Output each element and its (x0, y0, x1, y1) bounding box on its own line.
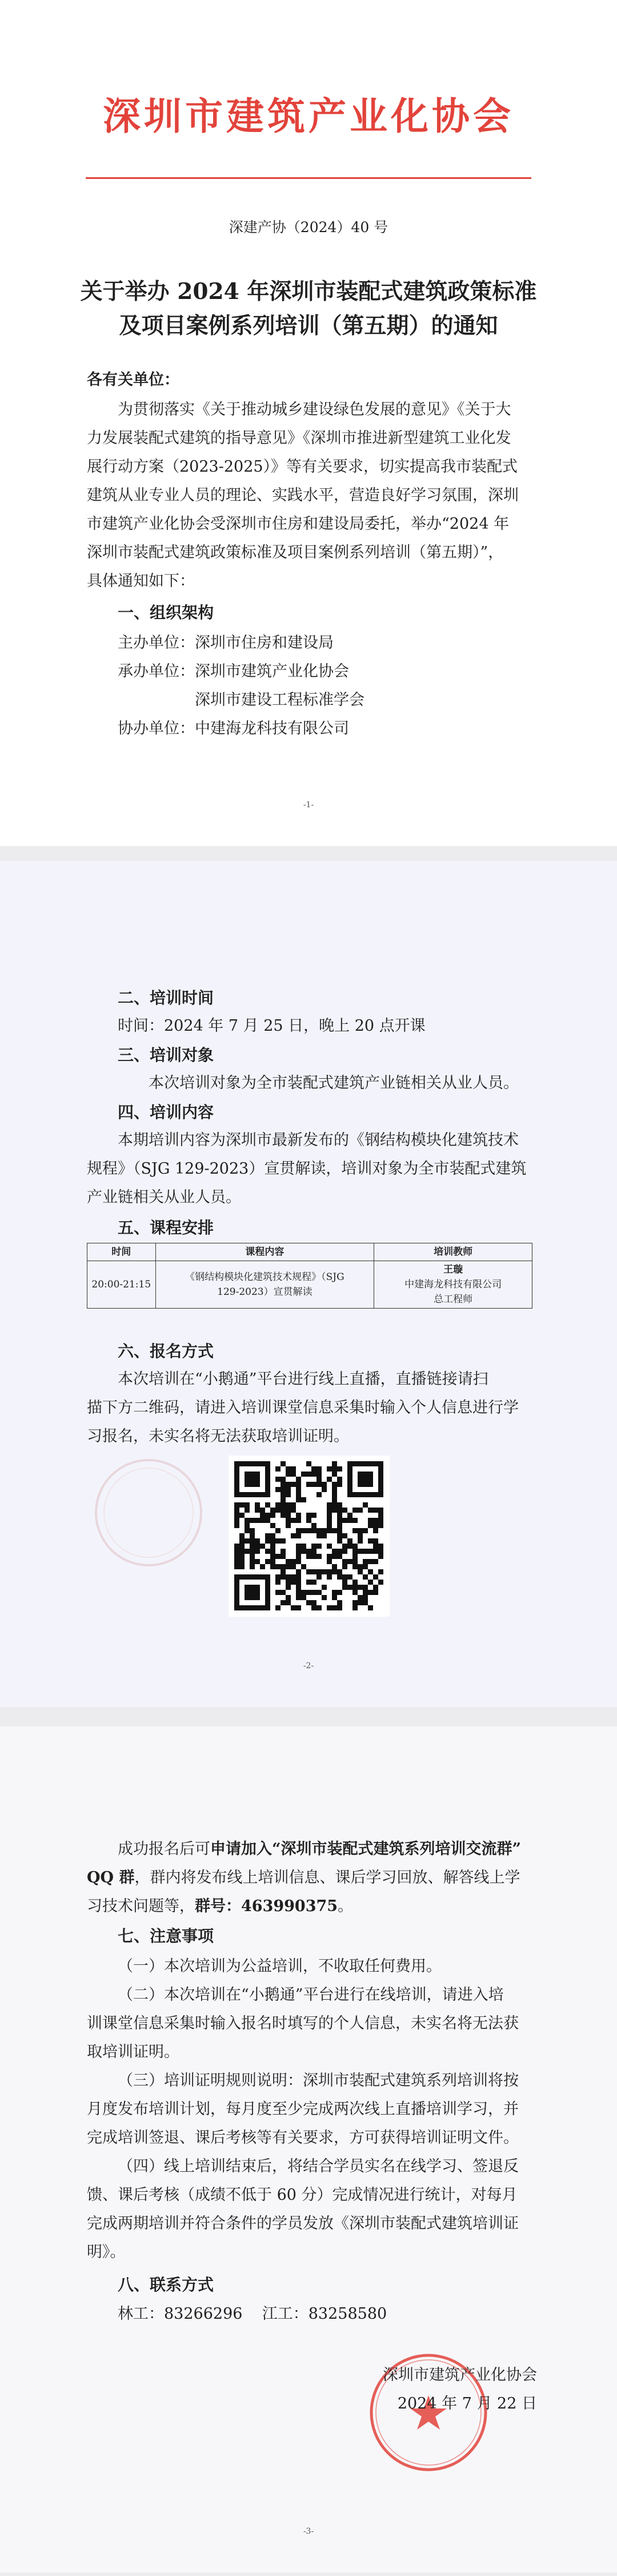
teacher-company: 中建海龙科技有限公司 (404, 1279, 502, 1290)
group-line-1 (87, 1835, 544, 1864)
organizer-label: 承办单位： (118, 663, 195, 680)
cell-course (155, 1261, 374, 1309)
content-line: 本期培训内容为深圳市最新发布的《钢结构模块化建筑技术 (118, 1131, 519, 1149)
section-6-heading: 六、报名方式 (118, 1342, 214, 1361)
group-name: 申请加入“深圳市装配式建筑系列培训交流群” (210, 1840, 522, 1858)
group-line-2-text: ，群内将发布线上培训信息、课后学习回放、解答线上学 (134, 1869, 520, 1887)
page-number: -2- (303, 1661, 314, 1670)
signup-line: 本次培训在“小鹅通”平台进行线上直播，直播链接请扫 (118, 1370, 488, 1388)
note-line: 馈、课后考核（成绩不低于 60 分）完成情况进行统计，对每月 (87, 2186, 518, 2204)
co-organizer-row (118, 715, 349, 743)
training-content (87, 1126, 538, 1212)
header-course: 课程内容 (155, 1243, 374, 1261)
section-3-heading: 三、培训对象 (118, 1046, 214, 1064)
section-7-heading: 七、注意事项 (118, 1927, 214, 1945)
section-5-heading: 五、课程安排 (118, 1218, 214, 1237)
note-line: （四）线上培训结束后，将结合学员实名在线学习、签退反 (118, 2158, 519, 2175)
organizer-value-2: 深圳市建设工程标准学会 (195, 691, 364, 709)
co-value: 中建海龙科技有限公司 (195, 720, 349, 737)
salutation: 各有关单位： (87, 371, 179, 389)
document-page-3 (0, 1726, 617, 2573)
signup-line: 习报名，未实名将无法获取培训证明。 (87, 1427, 349, 1445)
faint-stamp-icon (91, 1456, 206, 1570)
note-line: （二）本次培训在“小鹅通”平台进行在线培训，请进入培 (118, 1986, 504, 2004)
title-line-2: 及项目案例系列培训（第五期）的通知 (119, 313, 498, 339)
header-teacher: 培训教师 (374, 1243, 532, 1261)
note-line: 完成两期培训并符合条件的学员发放《深圳市装配式建筑培训证 (87, 2215, 519, 2232)
intro-line: 具体通知如下： (87, 572, 195, 590)
signature-org: 深圳市建筑产业化协会 (383, 2366, 537, 2384)
section-1-heading: 一、组织架构 (118, 603, 214, 622)
note-line: 月度发布培训计划，每月度至少完成两次线上直播培训学习，并 (87, 2100, 519, 2118)
group-line-2 (87, 1864, 544, 1892)
header-time: 时间 (87, 1243, 156, 1261)
intro-line: 力发展装配式建筑的指导意见》《深圳市推进新型建筑工业化发 (87, 429, 511, 447)
signature-date: 2024 年 7 月 22 日 (397, 2395, 537, 2412)
notes-paragraph (87, 1952, 544, 2267)
section-2-heading: 二、培训时间 (118, 988, 214, 1007)
qr-code-icon[interactable] (229, 1456, 390, 1617)
intro-paragraph (87, 396, 538, 596)
organizer-row (118, 657, 349, 686)
host-value: 深圳市住房和建设局 (195, 634, 334, 652)
group-line-3 (87, 1892, 544, 1921)
teacher-title: 总工程师 (434, 1294, 473, 1305)
host-label: 主办单位： (118, 634, 195, 652)
section-4-heading: 四、培训内容 (118, 1103, 214, 1122)
red-divider-line (86, 177, 531, 179)
content-line: 规程》（SJG 129-2023）宣贯解读，培训对象为全市装配式建筑 (87, 1160, 527, 1178)
document-page-1 (0, 0, 617, 846)
organizer-value: 深圳市建筑产业化协会 (195, 663, 349, 680)
training-target: 本次培训对象为全市装配式建筑产业链相关从业人员。 (149, 1074, 519, 1092)
group-number: 群号：463990375 (195, 1897, 338, 1915)
schedule-table (87, 1243, 532, 1309)
cell-time: 20:00-21:15 (87, 1261, 156, 1309)
qq-group-label: QQ 群 (87, 1869, 135, 1887)
group-line-3-end: 。 (338, 1897, 354, 1915)
intro-line: 深圳市装配式建筑政策标准及项目案例系列培训（第五期）”， (87, 544, 504, 561)
intro-line: 建筑从业专业人员的理论、实践水平，营造良好学习氛围，深圳 (87, 487, 519, 504)
title-line-1: 关于举办 2024 年深圳市装配式建筑政策标准 (80, 278, 537, 305)
course-line-1: 《钢结构模块化建筑技术规程》（SJG (185, 1271, 344, 1283)
page-number: -3- (303, 2527, 314, 2536)
note-line: 完成培训签退、课后考核等有关要求，方可获得培训证明文件。 (87, 2129, 519, 2147)
page-number: -1- (303, 800, 314, 810)
document-page-2 (0, 861, 617, 1707)
group-line-3-text: 习技术问题等， (87, 1897, 195, 1915)
intro-line: 市建筑产业化协会受深圳市住房和建设局委托，举办“2024 年 (87, 515, 510, 533)
table-row (87, 1261, 532, 1309)
signup-paragraph (87, 1365, 538, 1451)
doc-number: 深建产协（2024）40 号 (229, 219, 388, 236)
intro-line: 展行动方案（2023-2025）》等有关要求，切实提高我市装配式 (87, 458, 518, 476)
training-time: 时间：2024 年 7 月 25 日，晚上 20 点开课 (118, 1017, 426, 1035)
note-line: （一）本次培训为公益培训，不收取任何费用。 (118, 1957, 442, 1975)
course-line-2: 129-2023）宣贯解读 (217, 1286, 312, 1298)
note-line: 取培训证明。 (87, 2043, 179, 2061)
note-line: 训课堂信息采集时输入报名时填写的个人信息，未实名将无法获 (87, 2015, 519, 2032)
signup-line: 描下方二维码，请进入培训课堂信息采集时输入个人信息进行学 (87, 1399, 519, 1417)
org-letterhead: 深圳市建筑产业化协会 (103, 94, 514, 138)
group-paragraph (87, 1835, 544, 1921)
co-label: 协办单位： (118, 720, 195, 737)
group-line-1-text: 成功报名后可 (118, 1840, 210, 1858)
cell-teacher (374, 1261, 532, 1309)
intro-line: 为贯彻落实《关于推动城乡建设绿色发展的意见》《关于大 (118, 401, 511, 418)
table-header-row (87, 1243, 532, 1261)
section-8-heading: 八、联系方式 (118, 2275, 214, 2294)
contact-info: 林工：83266296 江工：83258580 (118, 2305, 387, 2323)
content-line: 产业链相关从业人员。 (87, 1189, 241, 1206)
host-row (118, 629, 334, 657)
teacher-name: 王璇 (443, 1264, 463, 1275)
note-line: 明》。 (87, 2243, 126, 2261)
note-line: （三）培训证明规则说明：深圳市装配式建筑系列培训将按 (118, 2072, 519, 2089)
notice-title (80, 274, 537, 343)
